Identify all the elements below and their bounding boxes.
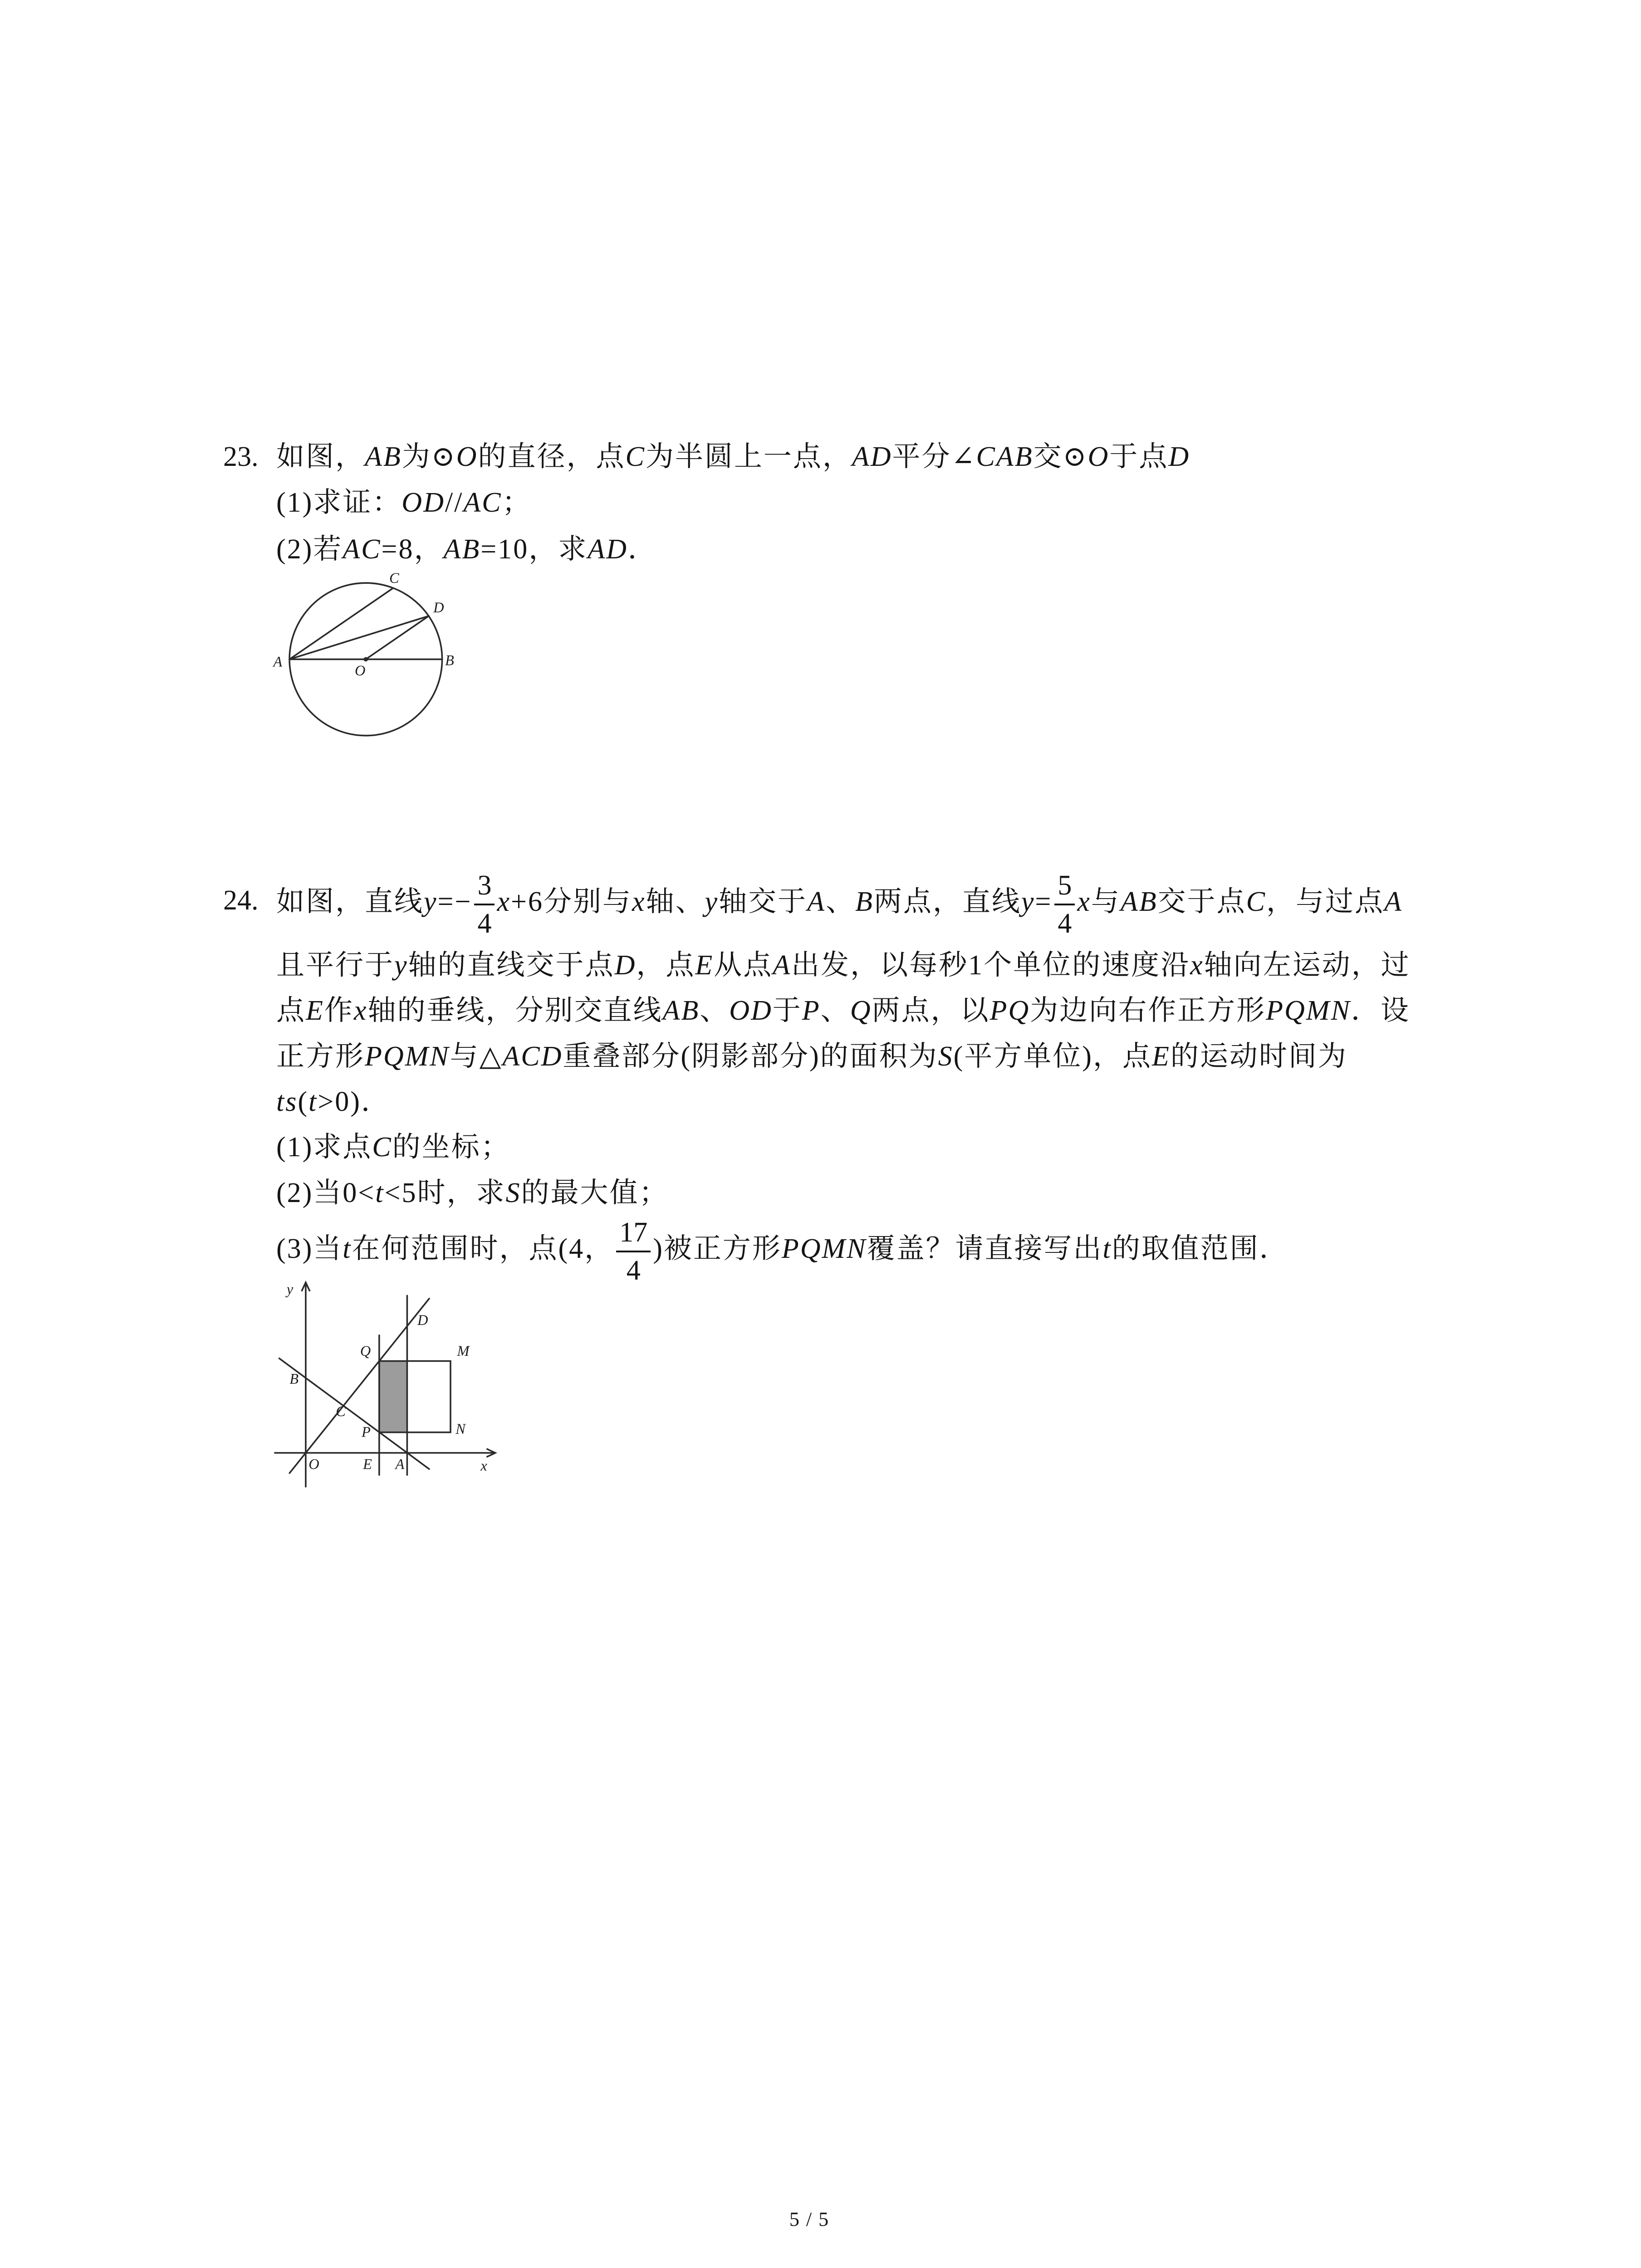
math-variable: AD — [852, 441, 892, 472]
math-variable: O — [1087, 441, 1110, 472]
math-variable: E — [306, 995, 324, 1026]
math-variable: PQ — [989, 995, 1030, 1026]
math-variable: x — [353, 995, 368, 1026]
math-variable: D — [614, 950, 637, 981]
label-a: A — [273, 653, 283, 670]
line-od — [289, 1299, 429, 1473]
problem-stem-line-1 — [276, 871, 1403, 938]
chord-ac — [289, 588, 393, 660]
label-p: P — [361, 1424, 371, 1441]
math-variable: x — [1190, 950, 1204, 981]
sub-question-2: (2)当0<t<5时，求S的最大值； — [276, 1178, 669, 1208]
label-o: O — [309, 1456, 319, 1473]
segment-od — [366, 616, 429, 659]
math-variable: PQMN — [781, 1233, 867, 1265]
label-c: C — [389, 570, 399, 587]
math-variable: Q — [850, 995, 872, 1026]
math-variable: S — [505, 1178, 521, 1208]
math-variable: x — [632, 886, 646, 918]
stem-text: x与AB交于点C，与过点A — [1077, 886, 1403, 918]
math-variable: OD — [402, 487, 445, 518]
coordinate-figure — [270, 1275, 509, 1490]
problem-stem-line-4: 正方形PQMN与△ACD重叠部分(阴影部分)的面积为S(平方单位)，点E的运动时间为 — [276, 1041, 1347, 1072]
label-d: D — [417, 1312, 428, 1329]
math-variable: ACD — [502, 1041, 563, 1072]
sub-question-1: (1)求点C的坐标； — [276, 1132, 510, 1163]
problem-stem: 如图，AB为⊙O的直径，点C为半圆上一点，AD平分∠CAB交⊙O于点D — [276, 441, 1190, 472]
label-a: A — [395, 1456, 405, 1473]
math-variable: D — [1168, 441, 1190, 472]
label-m: M — [457, 1343, 470, 1360]
math-variable: C — [372, 1132, 392, 1163]
math-variable: P — [802, 995, 821, 1026]
math-variable: E — [1151, 1041, 1171, 1072]
label-x-axis: x — [480, 1457, 487, 1474]
problem-stem-line-3: 点E作x轴的垂线，分别交直线AB、OD于P、Q两点，以PQ为边向右作正方形PQMN．设 — [276, 995, 1410, 1026]
math-variable: AD — [588, 534, 628, 565]
fraction-denominator: 4 — [1058, 908, 1072, 939]
math-variable: C — [625, 441, 646, 472]
math-variable: ts — [276, 1086, 298, 1117]
label-d: D — [433, 599, 444, 616]
math-variable: OD — [729, 995, 773, 1026]
math-variable: A — [807, 886, 826, 918]
problem-number: 24. — [223, 885, 259, 916]
fraction — [1054, 871, 1075, 938]
label-q: Q — [360, 1343, 371, 1360]
fraction-denominator: 4 — [626, 1255, 641, 1286]
math-variable: B — [855, 886, 874, 918]
math-variable: t — [1102, 1233, 1112, 1265]
stem-text: x+6分别与x轴、y轴交于A、B两点，直线y= — [497, 886, 1053, 918]
math-variable: AB — [365, 441, 402, 472]
label-e: E — [363, 1456, 372, 1473]
problem-number: 23. — [223, 441, 259, 472]
fraction — [474, 871, 495, 938]
math-variable: t — [375, 1178, 385, 1208]
math-variable: AB — [662, 995, 700, 1026]
fraction — [616, 1218, 651, 1285]
math-variable: AB — [1120, 886, 1158, 918]
question-text: )被正方形PQMN覆盖？请直接写出t的取值范围． — [653, 1233, 1289, 1265]
fraction-denominator: 4 — [477, 908, 492, 939]
math-variable: CAB — [976, 441, 1034, 472]
question-text: (3)当t在何范围时，点(4， — [276, 1233, 614, 1265]
sub-question-2: (2)若AC=8，AB=10，求AD． — [276, 534, 657, 565]
label-n: N — [456, 1421, 465, 1437]
fraction-numerator: 5 — [1054, 871, 1075, 905]
math-variable: A — [1384, 886, 1403, 918]
math-variable: t — [309, 1086, 318, 1117]
label-b: B — [289, 1371, 299, 1388]
problem-stem-line-2: 且平行于y轴的直线交于点D，点E从点A出发，以每秒1个单位的速度沿x轴向左运动，过 — [276, 950, 1411, 981]
stem-text: 如图，直线y=− — [276, 886, 472, 918]
math-variable: y — [424, 886, 438, 918]
circle-figure — [265, 558, 470, 749]
math-variable: A — [773, 950, 792, 981]
label-o: O — [354, 662, 366, 679]
label-y-axis: y — [286, 1281, 294, 1298]
math-variable: AC — [463, 487, 502, 518]
math-variable: y — [394, 950, 408, 981]
math-variable: y — [705, 886, 719, 918]
math-variable: AB — [443, 534, 481, 565]
label-b: B — [445, 652, 454, 669]
page-number: 5 / 5 — [789, 2208, 830, 2230]
math-variable: x — [497, 886, 511, 918]
fraction-numerator: 17 — [616, 1218, 651, 1252]
math-variable: y — [1021, 886, 1035, 918]
math-variable: C — [1246, 886, 1267, 918]
sub-question-1: (1)求证：OD//AC； — [276, 487, 532, 518]
math-variable: PQMN — [365, 1041, 450, 1072]
math-variable: O — [456, 441, 478, 472]
fraction-numerator: 3 — [474, 871, 495, 905]
math-variable: S — [938, 1041, 954, 1072]
center-point-o — [363, 657, 368, 662]
chord-ad — [289, 616, 429, 659]
label-c: C — [336, 1403, 346, 1420]
math-variable: E — [695, 950, 714, 981]
math-variable: t — [343, 1233, 352, 1265]
math-variable: x — [1077, 886, 1091, 918]
problem-stem-line-5: ts(t>0)． — [276, 1086, 391, 1117]
math-variable: PQMN — [1266, 995, 1351, 1026]
math-variable: AC — [343, 534, 382, 565]
shaded-overlap-region — [379, 1361, 407, 1432]
